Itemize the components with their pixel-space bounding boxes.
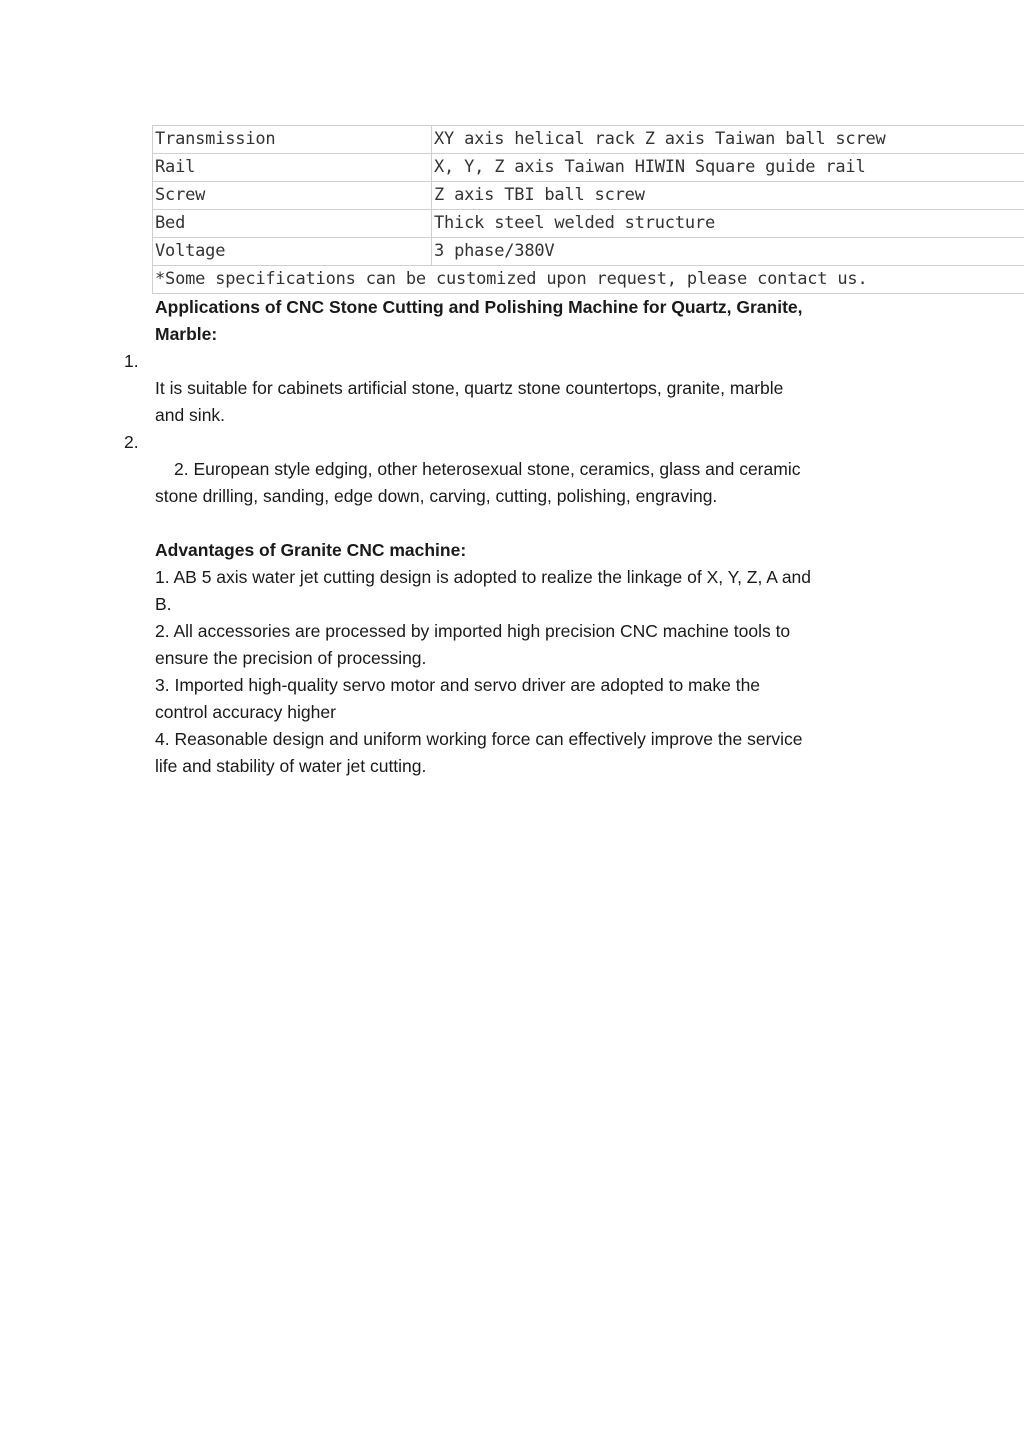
table-row — [153, 154, 1024, 182]
spec-label: Bed — [153, 210, 432, 238]
advantage-line: 1. AB 5 axis water jet cutting design is adopted to realize the linkage of X, Y, Z, A and — [155, 567, 812, 587]
advantage-line: B. — [155, 594, 172, 614]
advantage-line: ensure the precision of processing. — [155, 648, 427, 668]
list-item: and sink. — [155, 405, 226, 425]
advantage-line: 2. All accessories are processed by imported high precision CNC machine tools to — [155, 621, 791, 641]
spec-value: X, Y, Z axis Taiwan HIWIN Square guide rail — [432, 154, 1024, 182]
spec-label: Transmission — [153, 126, 432, 154]
list-item: stone drilling, sanding, edge down, carving, cutting, polishing, engraving. — [155, 486, 718, 506]
spec-label: Rail — [153, 154, 432, 182]
list-marker: 1. — [124, 351, 139, 371]
table-row — [153, 182, 1024, 210]
applications-heading-cont: Marble: — [155, 324, 218, 344]
spec-table — [152, 125, 1024, 294]
table-row — [153, 126, 1024, 154]
spec-label: Voltage — [153, 238, 432, 266]
advantage-line: life and stability of water jet cutting. — [155, 756, 427, 776]
table-row — [153, 266, 1024, 294]
applications-heading: Applications of CNC Stone Cutting and Polishing Machine for Quartz, Granite, — [155, 297, 803, 317]
list-marker: 2. — [124, 432, 139, 452]
table-row — [153, 238, 1024, 266]
spec-label: Screw — [153, 182, 432, 210]
advantages-heading: Advantages of Granite CNC machine: — [155, 540, 467, 560]
advantage-line: 3. Imported high-quality servo motor and servo driver are adopted to make the — [155, 675, 761, 695]
spec-value: Z axis TBI ball screw — [432, 182, 1024, 210]
spec-value: 3 phase/380V — [432, 238, 1024, 266]
list-item: It is suitable for cabinets artificial stone, quartz stone countertops, granite, marble — [155, 378, 784, 398]
table-row — [153, 210, 1024, 238]
list-item: 2. European style edging, other heterosexual stone, ceramics, glass and ceramic — [174, 459, 801, 479]
advantage-line: 4. Reasonable design and uniform working force can effectively improve the service — [155, 729, 803, 749]
advantage-line: control accuracy higher — [155, 702, 336, 722]
spec-value: XY axis helical rack Z axis Taiwan ball screw — [432, 126, 1024, 154]
spec-value: Thick steel welded structure — [432, 210, 1024, 238]
spec-note: *Some specifications can be customized upon request, please contact us. — [153, 266, 1024, 294]
